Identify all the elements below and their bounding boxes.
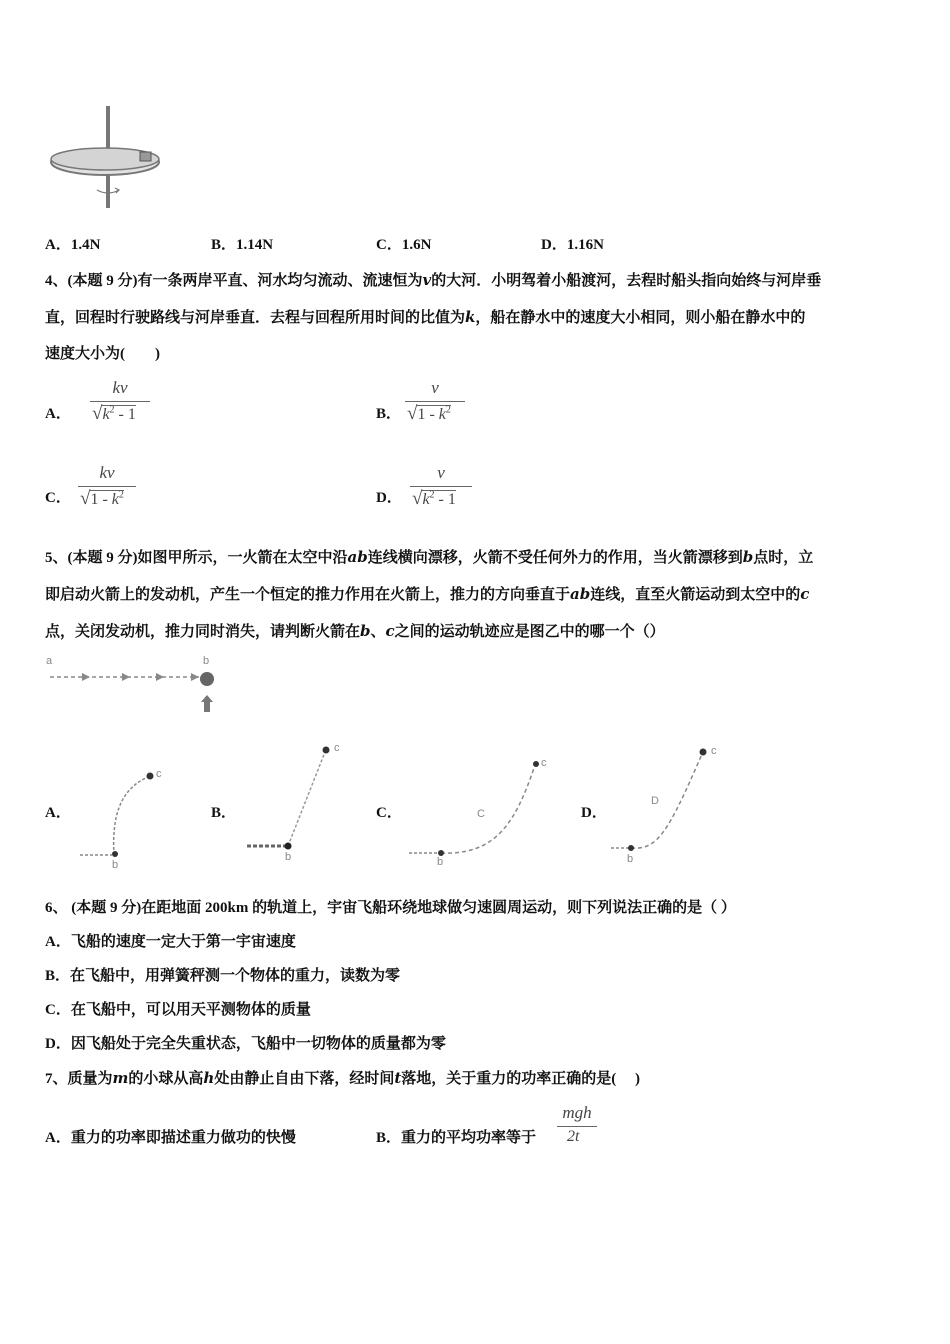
q5-trajectory-c <box>405 755 555 867</box>
q7-option-a: A．重力的功率即描述重力做功的快慢 <box>45 1130 296 1146</box>
label-b: b <box>203 655 210 667</box>
q6-option-c: C．在飞船中，可以用天平测物体的质量 <box>45 1002 311 1018</box>
q3-option-d: D．1.16N <box>541 237 604 253</box>
q4-d-numerator: v <box>437 463 445 482</box>
q5-option-d-letter: D． <box>581 805 607 821</box>
q3-option-a: A．1.4N <box>45 237 101 253</box>
q3-option-b: B．1.14N <box>211 237 274 253</box>
q4-line-2: 直，回程时行驶路线与河岸垂直．去程与回程所用时间的比值为k，船在静水中的速度大小相同，则小船在静水中的 <box>45 308 806 326</box>
traj-c-label-C: C <box>477 808 485 820</box>
q4-d-denominator: $√k^2 - 1$ <box>412 488 456 509</box>
q5-option-c-letter: C． <box>376 805 402 821</box>
q6-option-b: B．在飞船中，用弹簧秤测一个物体的重力，读数为零 <box>45 968 401 984</box>
traj-a-label-b: b <box>112 859 119 871</box>
q7-b-numerator: mgh <box>562 1103 592 1122</box>
q4-c-numerator: kv <box>99 463 115 482</box>
q6-stem: 6、 (本题 9 分)在距地面 200km 的轨道上，宇宙飞船环绕地球做匀速圆周运动，则下列说法正确的是（ ） <box>45 900 736 916</box>
traj-d-label-b: b <box>627 853 634 865</box>
q5-line-2: 即启动火箭上的发动机，产生一个恒定的推力作用在火箭上，推力的方向垂直于ab连线，直至火箭运动到太空中的c <box>45 585 810 603</box>
q4-line-1: 4、(本题 9 分)有一条两岸平直、河水均匀流动、流速恒为v的大河．小明驾着小船渡河，去程时船头指向始终与河岸垂 <box>45 271 822 289</box>
traj-c-label-b: b <box>437 856 444 868</box>
q4-option-b-letter: B． <box>376 406 402 422</box>
q7-stem: 7、质量为m的小球从高h处由静止自由下落，经时间t落地，关于重力的功率正确的是( ) <box>45 1069 641 1087</box>
q4-line-3: 速度大小为( ) <box>45 346 160 362</box>
q5-trajectory-a <box>78 765 168 870</box>
q4-option-a-letter: A． <box>45 406 71 422</box>
q4-b-numerator: v <box>431 378 439 397</box>
q5-line-3: 点，关闭发动机，推力同时消失，请判断火箭在b、c之间的运动轨迹应是图乙中的哪一个（） <box>45 622 665 640</box>
turntable-figure <box>45 100 170 215</box>
q4-a-denominator: $√k^2 - 1$ <box>92 403 136 424</box>
q4-option-d-letter: D． <box>376 490 402 506</box>
q5-option-b-letter: B． <box>211 805 237 821</box>
q5-trajectory-d <box>607 740 737 865</box>
q6-option-d: D．因飞船处于完全失重状态，飞船中一切物体的质量都为零 <box>45 1036 446 1052</box>
traj-b-label-c: c <box>334 742 340 754</box>
q5-option-a-letter: A． <box>45 805 71 821</box>
q6-option-a: A．飞船的速度一定大于第一宇宙速度 <box>45 934 296 950</box>
q5-line-1: 5、(本题 9 分)如图甲所示，一火箭在太空中沿ab连线横向漂移，火箭不受任何外力的作用，当火箭漂移到b点时，立 <box>45 548 814 566</box>
q5-figure-a-rocket-path <box>44 652 234 718</box>
q7-b-denominator: 2t <box>567 1128 580 1145</box>
traj-d-label-D: D <box>651 795 659 807</box>
q4-b-denominator: $√1 - k^2$ <box>407 403 451 424</box>
q5-trajectory-b <box>245 738 355 868</box>
traj-b-label-b: b <box>285 851 292 863</box>
q4-option-c-letter: C． <box>45 490 71 506</box>
q4-a-numerator: kv <box>112 378 128 397</box>
traj-a-label-c: c <box>156 768 162 780</box>
traj-d-label-c: c <box>711 745 717 757</box>
q3-option-c: C．1.6N <box>376 237 432 253</box>
q4-c-denominator: $√1 - k^2$ <box>80 488 124 509</box>
traj-c-label-c: c <box>541 757 547 769</box>
label-a: a <box>46 655 53 667</box>
q7-option-b: B．重力的平均功率等于 <box>376 1130 537 1146</box>
